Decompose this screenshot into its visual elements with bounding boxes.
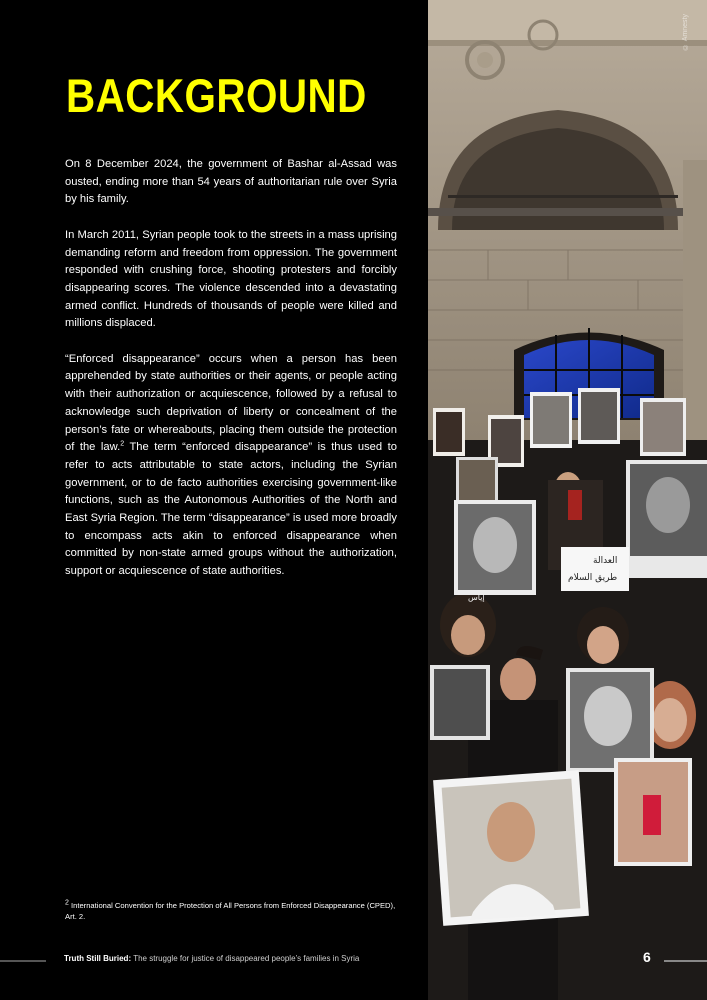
paragraph-3-part-2: The term “enforced disappearance” is thus used to refer to acts attributable to state actors, including the Syrian government, or to de facto authorities exercising government-like functions, such as the Autonomous Authorities of the North and East Syria Region. The term “disappearance” is used more broadly to encompass acts akin to enforced disappearance when committed by non-state armed groups without the authorization, support or acquiescence of state authorities. (65, 441, 397, 578)
protest-photo (428, 0, 707, 1000)
page-number: 6 (643, 949, 651, 965)
sign-text-1: العدالة (593, 556, 618, 566)
photo-credit: © Amnesty (682, 14, 689, 50)
footer-rule-right (664, 960, 707, 962)
sign-text-3: إياس (468, 593, 485, 602)
footer-running-title (64, 954, 359, 963)
paragraph-2: In March 2011, Syrian people took to the streets in a mass uprising demanding reform and freedom from oppression. The government responded with crushing force, shooting protesters and forcibly disappearing scores. The violence descended into a devastating armed conflict. Hundreds of thousands of people were killed and millions displaced. (65, 228, 397, 330)
footnote (65, 901, 397, 922)
sign-text-2: طريق السلام (568, 573, 618, 583)
page-heading: BACKGROUND (66, 69, 367, 122)
footnote-reference[interactable]: 2 (120, 440, 125, 448)
footnote-text: International Convention for the Protection of All Persons from Enforced Disappearance (CPED), Art. 2. (65, 901, 396, 921)
paragraph-3 (65, 351, 397, 581)
body-text (65, 156, 397, 599)
footer-subtitle: The struggle for justice of disappeared people’s families in Syria (131, 954, 360, 963)
paragraph-1: On 8 December 2024, the government of Bashar al-Assad was ousted, ending more than 54 years of authoritarian rule over Syria by his family. (65, 158, 397, 206)
footer-rule-left (0, 960, 46, 962)
footnote-number: 2 (65, 899, 69, 907)
footer-title: Truth Still Buried: (64, 954, 132, 963)
paragraph-3-part-1: “Enforced disappearance” occurs when a person has been apprehended by state authorities or their agents, or people acting with their authorization or acquiescence, followed by a refusal to acknowledge such deprivation of liberty or concealment of the person’s fate or whereabouts, placing them outside the protection of the law. (65, 352, 397, 454)
